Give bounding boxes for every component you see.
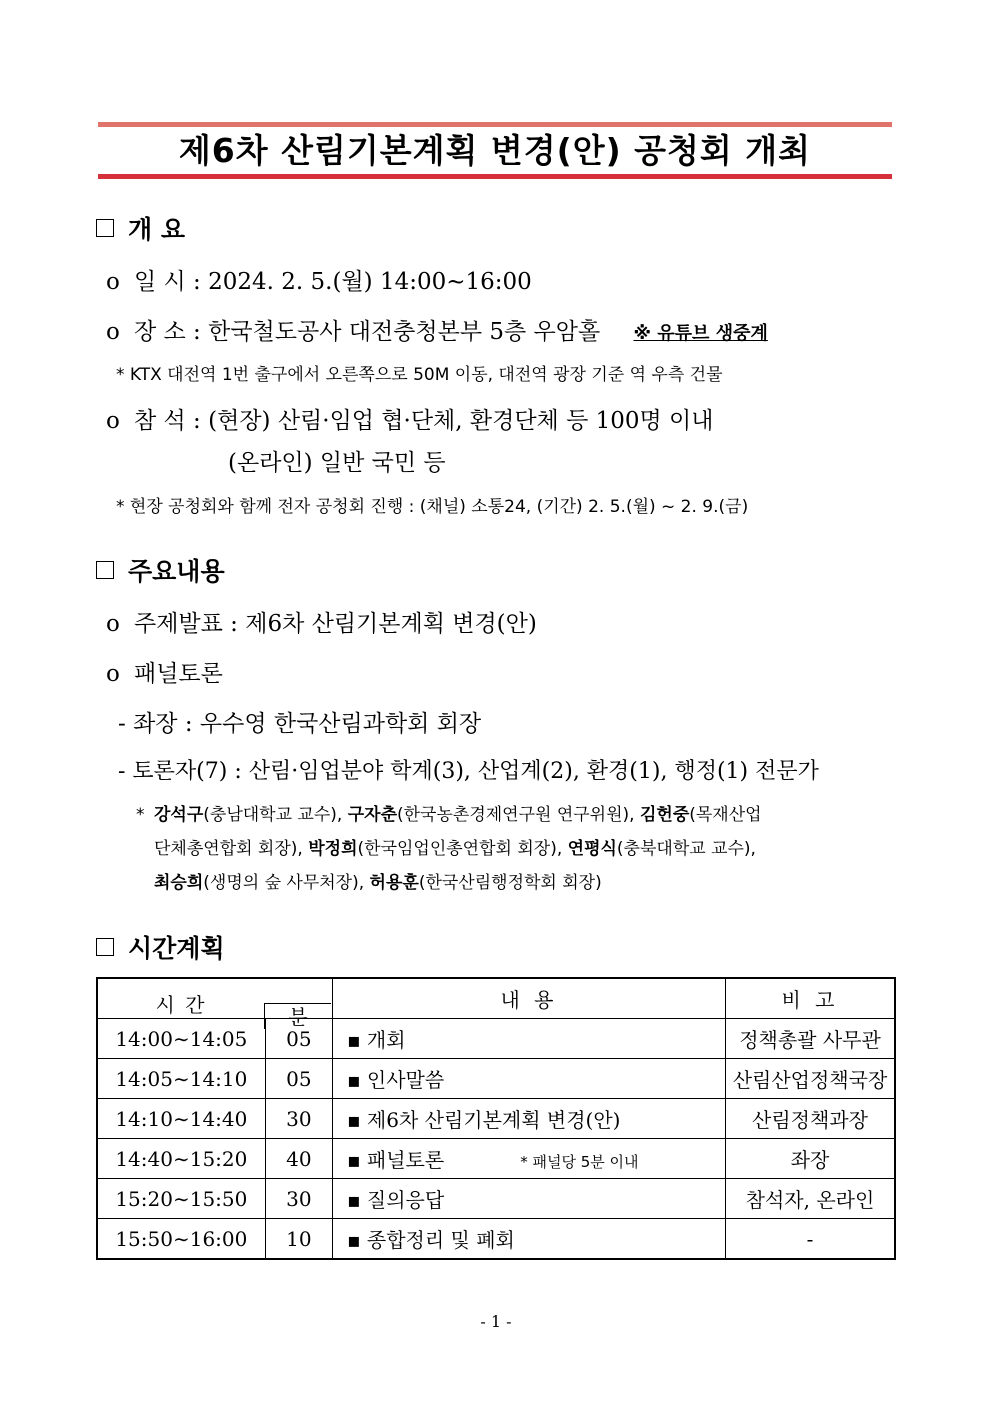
attend-value-1: (현장) 산림·임업 협·단체, 환경단체 등 100명 이내 bbox=[208, 408, 714, 434]
youtube-notice: ※ 유튜브 생중계 bbox=[633, 323, 768, 344]
schedule-table bbox=[96, 977, 896, 1260]
checkbox-square-icon bbox=[96, 938, 114, 956]
panel-line bbox=[106, 655, 223, 688]
header-content: 내 용 bbox=[333, 978, 726, 1019]
title-bar-bottom bbox=[98, 174, 892, 179]
title-bar-top bbox=[98, 122, 892, 127]
attend-line: o 참 석 : (현장) 산림·임업 협·단체, 환경단체 등 100명 이내 bbox=[106, 408, 714, 434]
people-line-2: 단체총연합회 회장), 박정희(한국임업인총연합회 회장), 연평식(충북대학교 교수), bbox=[154, 839, 756, 859]
section-schedule bbox=[96, 929, 225, 965]
person-name: 김헌중 bbox=[639, 805, 690, 825]
table-row: 15:20∼15:50 30 ▪ 질의응답 참석자, 온라인 bbox=[97, 1179, 895, 1219]
attend-value-2: (온라인) 일반 국민 등 bbox=[228, 450, 446, 476]
person-name: 허용훈 bbox=[369, 873, 419, 893]
attend-note: * 현장 공청회와 함께 전자 공청회 진행 : (채널) 소통24, (기간) 2. 5.(월) ~ 2. 9.(금) bbox=[116, 497, 749, 517]
panel-time-note: * 패널당 5분 이내 bbox=[520, 1153, 639, 1171]
header-note: 비 고 bbox=[726, 978, 896, 1019]
person-name: 강석구 bbox=[154, 805, 204, 825]
place-value: 한국철도공사 대전충청본부 5층 우암홀 bbox=[208, 319, 601, 345]
discussants-line: - 토론자(7) : 산림·임업분야 학계(3), 산업계(2), 환경(1), 행정(1) 전문가 bbox=[118, 759, 819, 784]
section-overview bbox=[96, 210, 185, 246]
document-title: 제6차 산림기본계획 변경(안) 공청회 개최 bbox=[178, 131, 812, 170]
section-main bbox=[96, 552, 225, 588]
header-minute: 분 bbox=[264, 1003, 331, 1029]
people-line-1: * 강석구(충남대학교 교수), 구자춘(한국농촌경제연구원 연구위원), 김헌중(목재산업 bbox=[136, 805, 762, 825]
person-name: 구자춘 bbox=[347, 805, 397, 825]
table-row: 14:05∼14:10 05 ▪ 인사말씀 산림산업정책국장 bbox=[97, 1059, 895, 1099]
topic-line bbox=[106, 605, 537, 638]
header-time: 시 간 분 bbox=[97, 978, 333, 1019]
page-number: - 1 - bbox=[480, 1312, 512, 1331]
section-schedule-title: 시간계획 bbox=[128, 934, 225, 963]
topic-text: 주제발표 : 제6차 산림기본계획 변경(안) bbox=[134, 611, 537, 637]
bullet-o: o bbox=[106, 269, 120, 295]
place-line: o 장 소 : 한국철도공사 대전충청본부 5층 우암홀 ※ 유튜브 생중계 bbox=[106, 319, 768, 345]
place-note: * KTX 대전역 1번 출구에서 오른쪽으로 50M 이동, 대전역 광장 기준 역 우측 건물 bbox=[116, 365, 723, 385]
table-row: 15:50∼16:00 10 ▪ 종합정리 및 폐회 - bbox=[97, 1219, 895, 1260]
bullet-o: o bbox=[106, 319, 120, 345]
section-overview-title: 개 요 bbox=[128, 215, 186, 244]
table-header-row bbox=[97, 978, 895, 1019]
section-main-title: 주요내용 bbox=[128, 557, 225, 586]
chair-line: - 좌장 : 우수영 한국산림과학회 회장 bbox=[118, 711, 482, 737]
person-name: 박정희 bbox=[308, 839, 358, 859]
checkbox-square-icon bbox=[96, 561, 114, 579]
table-row: 14:10∼14:40 30 ▪ 제6차 산림기본계획 변경(안) 산림정책과장 bbox=[97, 1099, 895, 1139]
bullet-o: o bbox=[106, 408, 120, 434]
table-row: 14:00∼14:05 05 ▪ 개회 정책총괄 사무관 bbox=[97, 1019, 895, 1059]
person-name: 연평식 bbox=[567, 839, 617, 859]
table-row: 14:40∼15:20 40 ▪ 패널토론 * 패널당 5분 이내 좌장 bbox=[97, 1139, 895, 1179]
checkbox-square-icon bbox=[96, 219, 114, 237]
panel-text: 패널토론 bbox=[134, 661, 223, 687]
datetime-value: 2024. 2. 5.(월) 14:00∼16:00 bbox=[208, 269, 532, 295]
person-name: 최승희 bbox=[154, 873, 204, 893]
datetime-line: o 일 시 : 2024. 2. 5.(월) 14:00∼16:00 bbox=[106, 269, 532, 295]
bullet-o: o bbox=[106, 661, 120, 687]
people-line-3: 최승희(생명의 숲 사무처장), 허용훈(한국산림행정학회 회장) bbox=[154, 873, 602, 893]
bullet-o: o bbox=[106, 611, 120, 637]
